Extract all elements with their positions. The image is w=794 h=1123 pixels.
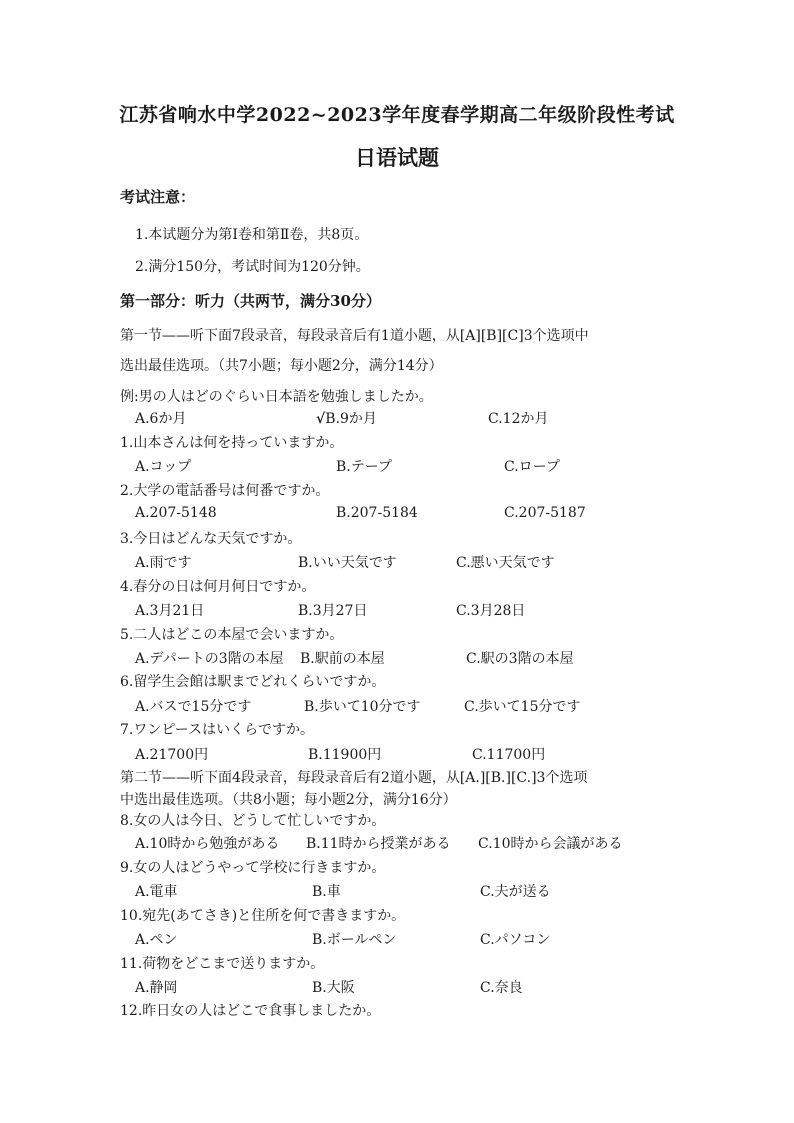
question: 4.春分の日は何月何日ですか。	[120, 579, 316, 595]
option-a: A.雨です	[135, 555, 192, 571]
option-a: A.10時から勉強がある	[135, 836, 280, 852]
option-c: C.夫が送る	[480, 884, 551, 900]
question: 6.留学生会館は駅までどれくらいですか。	[120, 674, 386, 690]
option-b: B.駅前の本屋	[300, 651, 385, 667]
question: 8.女の人は今日、どうして忙しいですか。	[120, 813, 386, 829]
section2-instruction: 第二节——听下面4段录音，每段录音后有2道小题，从[A.][B.][C.]3个选项	[120, 770, 588, 786]
option-a: A.6か月	[135, 411, 187, 427]
option-a: A.電車	[135, 884, 178, 900]
example-question: 例:男の人はどのぐらい日本語を勉強しましたか。	[120, 389, 433, 405]
option-c: C.悪い天気です	[456, 555, 555, 571]
option-c: C.3月28日	[456, 603, 526, 619]
question: 7.ワンピースはいくらですか。	[120, 722, 314, 738]
option-b: B.3月27日	[298, 603, 368, 619]
option-a: A.静岡	[135, 980, 178, 996]
question: 1.山本さんは何を持っていますか。	[120, 435, 344, 451]
subject-title: 日语试题	[355, 145, 439, 170]
option-b: B.車	[312, 884, 341, 900]
question: 2.大学の電話番号は何番ですか。	[120, 483, 330, 499]
question: 9.女の人はどうやって学校に行きますか。	[120, 860, 386, 876]
notice-item: 1.本试题分为第Ⅰ卷和第Ⅱ卷，共8页。	[135, 227, 369, 243]
option-c: C.奈良	[480, 980, 523, 996]
option-b: B.テープ	[336, 459, 393, 475]
option-c: C.10時から会議がある	[478, 836, 623, 852]
check-mark-icon: √	[316, 411, 326, 427]
option-b: B.ボールペン	[312, 932, 397, 948]
option-c: C.ロープ	[504, 459, 560, 475]
option-c: C.207-5187	[504, 505, 586, 521]
option-c: C.11700円	[472, 747, 546, 763]
question: 10.宛先(あてさき)と住所を何で書きますか。	[120, 908, 406, 924]
option-b: B.11時から授業がある	[306, 836, 451, 852]
question: 3.今日はどんな天気ですか。	[120, 531, 302, 547]
option-a: A.コップ	[135, 459, 192, 475]
section1-instruction: 选出最佳选项。（共7小题；每小题2分，满分14分）	[120, 358, 443, 374]
question: 5.二人はどこの本屋で会いますか。	[120, 627, 344, 643]
part1-heading: 第一部分：听力（共两节，满分30分）	[120, 292, 381, 310]
option-b: B.大阪	[312, 980, 355, 996]
option-c: C.パソコン	[480, 932, 551, 948]
question: 12.昨日女の人はどこで食事しましたか。	[120, 1003, 381, 1019]
option-a: A.21700円	[135, 747, 209, 763]
exam-title: 江苏省响水中学2022~2023学年度春学期高二年级阶段性考试	[119, 104, 675, 126]
option-b: √B.9か月	[316, 411, 377, 427]
option-c: C.歩いて15分です	[464, 699, 581, 715]
question: 11.荷物をどこまで送りますか。	[120, 956, 325, 972]
section1-instruction: 第一节——听下面7段录音，每段录音后有1道小题，从[A][B][C]3个选项中	[120, 328, 589, 344]
option-b: B.11900円	[308, 747, 382, 763]
option-b: B.いい天気です	[298, 555, 397, 571]
option-b: B.207-5184	[336, 505, 418, 521]
notice-item: 2.满分150分，考试时间为120分钟。	[135, 259, 370, 275]
option-c: C.駅の3階の本屋	[466, 651, 574, 667]
section2-instruction: 中选出最佳选项。（共8小题；每小题2分，满分16分）	[120, 792, 457, 808]
option-a: A.デパートの3階の本屋	[135, 651, 284, 667]
option-a: A.ペン	[135, 932, 178, 948]
option-c: C.12か月	[488, 411, 549, 427]
option-a: A.バスで15分です	[135, 699, 252, 715]
option-a: A.3月21日	[135, 603, 205, 619]
option-a: A.207-5148	[135, 505, 217, 521]
notice-heading: 考试注意：	[120, 188, 196, 206]
option-b: B.歩いて10分です	[304, 699, 421, 715]
